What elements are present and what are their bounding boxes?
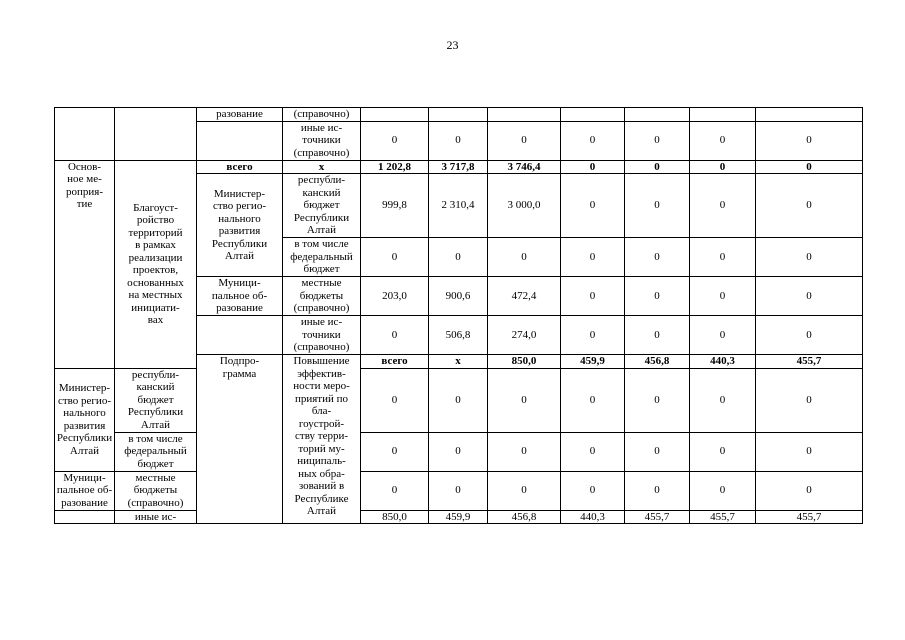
value-cell: 0 (429, 121, 488, 160)
program-name-cell: Повышение эффектив- ности меро- приятий по бла- гоустрой- ству терри- торий му- ниципаль- ных обра- зований в Республике Алтай (283, 355, 361, 524)
value-cell: 203,0 (361, 277, 429, 316)
source-cell: местные бюджеты (справочно) (115, 471, 197, 510)
value-cell: 274,0 (488, 316, 561, 355)
value-cell: 0 (625, 238, 690, 277)
value-cell (625, 108, 690, 122)
value-cell: 0 (561, 121, 625, 160)
table-row (55, 368, 863, 432)
value-cell: 506,8 (429, 316, 488, 355)
value-cell: 0 (361, 368, 429, 432)
value-cell: 472,4 (488, 277, 561, 316)
value-cell: 0 (429, 238, 488, 277)
executor-cell (197, 316, 283, 355)
value-cell: 0 (625, 174, 690, 238)
table-row (55, 432, 863, 471)
value-cell (690, 108, 756, 122)
page-number: 23 (446, 38, 459, 52)
value-cell: 455,7 (690, 510, 756, 524)
value-cell: 0 (488, 121, 561, 160)
value-cell: 440,3 (690, 355, 756, 369)
value-cell: 456,8 (488, 510, 561, 524)
value-cell: 0 (625, 316, 690, 355)
value-cell: 440,3 (561, 510, 625, 524)
value-cell: 0 (561, 368, 625, 432)
value-cell: 0 (690, 277, 756, 316)
value-cell: 0 (625, 160, 690, 174)
value-cell: 0 (756, 238, 863, 277)
program-name-cell (115, 108, 197, 161)
value-cell: 0 (625, 368, 690, 432)
value-cell: 999,8 (361, 174, 429, 238)
source-cell: иные ис- точники (справочно) (283, 121, 361, 160)
table-row (55, 108, 863, 122)
executor-cell: Министер- ство регио- нального развития Республики Алтай (197, 174, 283, 277)
source-cell: в том числе федеральный бюджет (283, 238, 361, 277)
program-name-cell: Благоуст- ройство территорий в рамках реализации проектов, основанных на местных инициати- вах (115, 160, 197, 368)
source-cell: иные ис- (115, 510, 197, 524)
value-cell: 0 (561, 432, 625, 471)
executor-cell: всего (361, 355, 429, 369)
value-cell: 900,6 (429, 277, 488, 316)
value-cell: 459,9 (429, 510, 488, 524)
value-cell: 0 (561, 160, 625, 174)
table-row (55, 510, 863, 524)
table-row (55, 160, 863, 174)
value-cell: 0 (756, 368, 863, 432)
value-cell: 0 (756, 432, 863, 471)
value-cell: 0 (690, 316, 756, 355)
executor-cell (197, 121, 283, 160)
program-type-cell: Основ- ное ме- роприя- тие (55, 160, 115, 368)
value-cell: 455,7 (756, 510, 863, 524)
budget-table (54, 107, 863, 524)
value-cell: 850,0 (488, 355, 561, 369)
source-cell: иные ис- точники (справочно) (283, 316, 361, 355)
source-cell: местные бюджеты (справочно) (283, 277, 361, 316)
value-cell (561, 108, 625, 122)
program-type-cell (55, 108, 115, 161)
value-cell: 0 (690, 368, 756, 432)
source-cell: х (283, 160, 361, 174)
value-cell (429, 108, 488, 122)
value-cell: 0 (488, 432, 561, 471)
value-cell: 0 (429, 368, 488, 432)
value-cell: 0 (361, 316, 429, 355)
value-cell: 0 (690, 174, 756, 238)
value-cell: 0 (488, 238, 561, 277)
source-cell: республи- канский бюджет Республики Алтай (283, 174, 361, 238)
executor-cell: Муници- пальное об- разование (55, 471, 115, 510)
value-cell: 459,9 (561, 355, 625, 369)
value-cell: 0 (361, 238, 429, 277)
program-type-cell: Подпро- грамма (197, 355, 283, 524)
executor-cell: Муници- пальное об- разование (197, 277, 283, 316)
value-cell: 0 (756, 316, 863, 355)
table-row (55, 471, 863, 510)
value-cell: 0 (488, 471, 561, 510)
value-cell: 2 310,4 (429, 174, 488, 238)
value-cell: 0 (756, 277, 863, 316)
value-cell: 0 (361, 471, 429, 510)
value-cell: 0 (488, 368, 561, 432)
source-cell: х (429, 355, 488, 369)
value-cell: 0 (561, 316, 625, 355)
value-cell: 0 (429, 471, 488, 510)
value-cell: 455,7 (756, 355, 863, 369)
value-cell: 0 (690, 238, 756, 277)
executor-cell: разование (197, 108, 283, 122)
value-cell: 0 (561, 277, 625, 316)
value-cell: 1 202,8 (361, 160, 429, 174)
value-cell: 456,8 (625, 355, 690, 369)
value-cell: 0 (690, 160, 756, 174)
value-cell: 0 (625, 277, 690, 316)
value-cell: 850,0 (361, 510, 429, 524)
value-cell (488, 108, 561, 122)
value-cell: 0 (690, 471, 756, 510)
value-cell: 0 (625, 121, 690, 160)
source-cell: в том числе федеральный бюджет (115, 432, 197, 471)
value-cell: 0 (561, 238, 625, 277)
value-cell: 0 (361, 121, 429, 160)
value-cell: 0 (690, 121, 756, 160)
value-cell: 0 (756, 174, 863, 238)
value-cell: 0 (625, 471, 690, 510)
value-cell: 3 000,0 (488, 174, 561, 238)
value-cell: 455,7 (625, 510, 690, 524)
value-cell: 0 (561, 174, 625, 238)
executor-cell: Министер- ство регио- нального развития Республики Алтай (55, 368, 115, 471)
value-cell: 0 (429, 432, 488, 471)
value-cell: 0 (690, 432, 756, 471)
value-cell: 3 746,4 (488, 160, 561, 174)
value-cell: 0 (625, 432, 690, 471)
value-cell: 3 717,8 (429, 160, 488, 174)
value-cell: 0 (756, 471, 863, 510)
executor-cell: всего (197, 160, 283, 174)
value-cell: 0 (756, 160, 863, 174)
value-cell: 0 (361, 432, 429, 471)
source-cell: республи- канский бюджет Республики Алтай (115, 368, 197, 432)
value-cell (756, 108, 863, 122)
source-cell: (справочно) (283, 108, 361, 122)
executor-cell (55, 510, 115, 524)
value-cell (361, 108, 429, 122)
value-cell: 0 (756, 121, 863, 160)
value-cell: 0 (561, 471, 625, 510)
